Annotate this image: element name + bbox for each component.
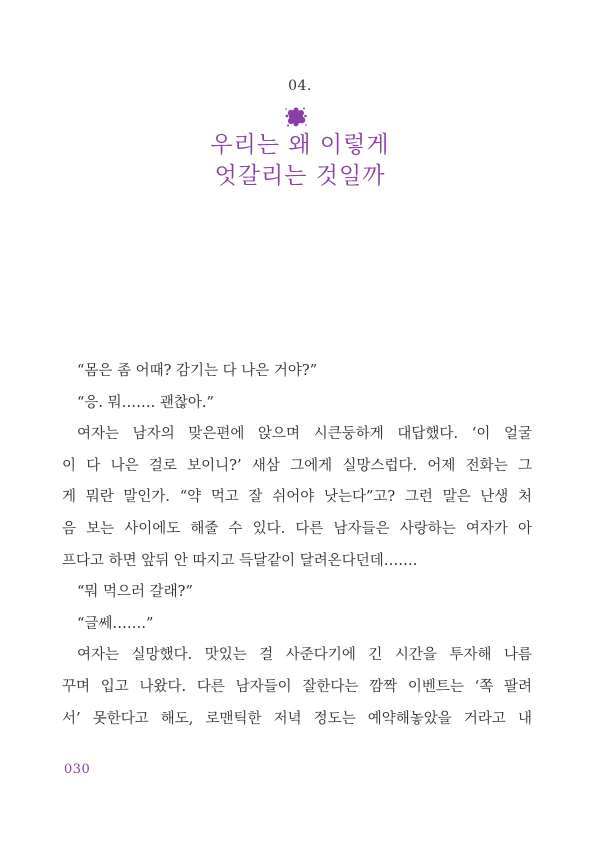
dialogue-line: “몸은 좀 어때? 감기는 다 나은 거야?” (77, 363, 318, 379)
paragraph-line: 프다고 하면 앞뒤 안 따지고 득달같이 달려온다던데……. (62, 552, 418, 569)
paragraph-line: 이 다 나은 걸로 보이니?’ 새삼 그에게 실망스럽다. 어제 전화는 그 (62, 457, 532, 474)
chapter-title (0, 130, 600, 192)
paragraph-line: 음 보는 사이에도 해줄 수 있다. 다른 남자들은 사랑하는 여자가 아 (62, 520, 532, 537)
dialogue-line: “뭐 먹으러 갈래?” (77, 584, 193, 601)
chapter-title-line: 우리는 왜 이렇게 (210, 132, 390, 158)
chapter-title-line: 엇갈리는 것일까 (214, 163, 386, 189)
paragraph-line: 서’ 못한다고 해도, 로맨틱한 저녁 정도는 예약해놓았을 거라고 내 (62, 710, 532, 727)
body-text (62, 356, 532, 735)
paragraph-line: 게 뭐란 말인가. “약 먹고 잘 쉬어야 낫는다”고? 그런 말은 난생 처 (62, 489, 532, 506)
paragraph-line: 꾸며 입고 나왔다. 다른 남자들이 잘한다는 깜짝 이벤트는 ‘쪽 팔려 (62, 678, 532, 695)
chapter-number: 04. (288, 78, 312, 94)
paragraph-line: 여자는 실망했다. 맛있는 걸 사준다기에 긴 시간을 투자해 나름 (77, 647, 532, 664)
dialogue-line: “응. 뭐……. 괜찮아.” (77, 394, 214, 411)
ink-blot-icon (283, 104, 309, 130)
page-number: 030 (64, 762, 91, 777)
dialogue-line: “글쎄…….” (77, 615, 154, 632)
paragraph-line: 여자는 남자의 맞은편에 앉으며 시큰둥하게 대답했다. ‘이 얼굴 (77, 426, 532, 443)
